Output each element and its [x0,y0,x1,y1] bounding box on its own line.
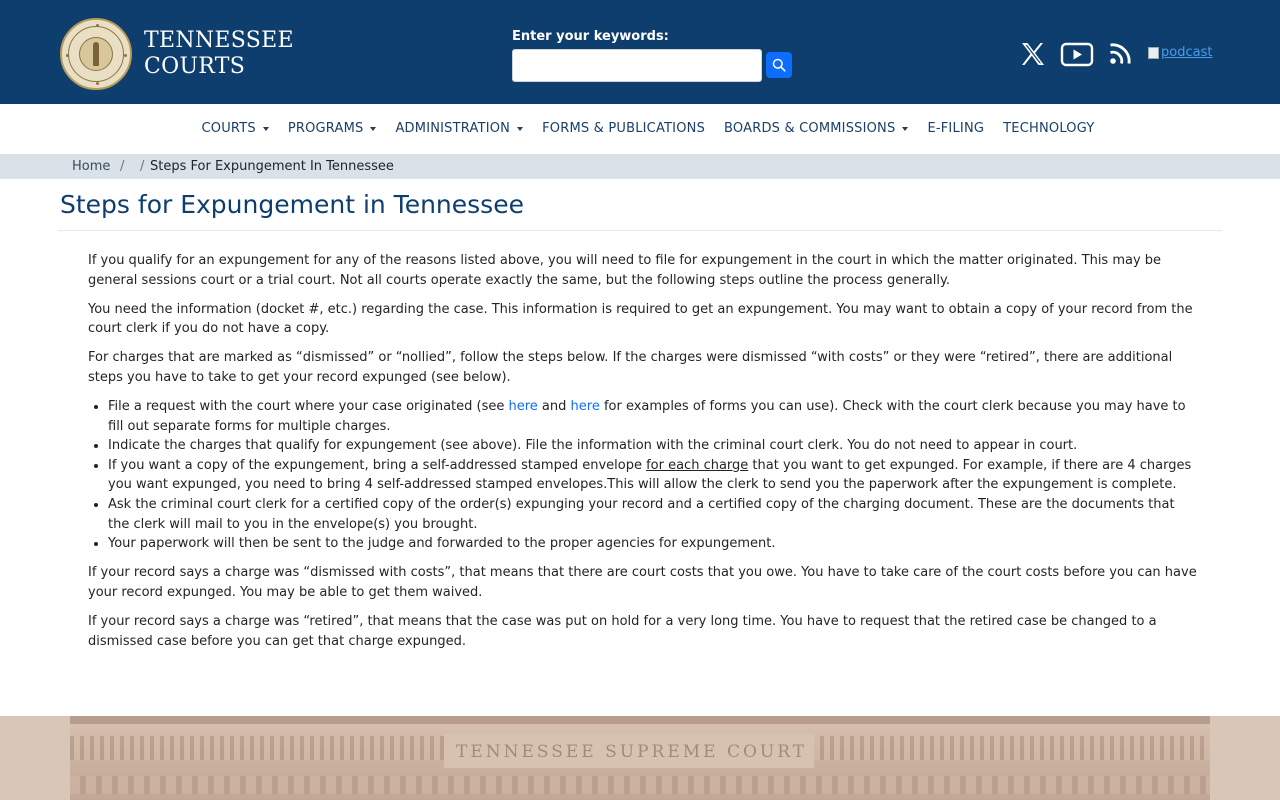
breadcrumb-separator: / [140,159,145,174]
rss-icon[interactable] [1108,40,1134,68]
brand-line-2: COURTS [144,54,246,79]
seal-dot [96,82,99,85]
seal-dot [66,54,69,57]
search-label: Enter your keywords: [512,29,669,44]
list-item: • Indicate the charges that qualify for expungement (see above). File the information with the criminal court clerk. You do not need to appear in court. [108,436,1198,456]
building-cornice [0,716,1280,724]
nav-label: ADMINISTRATION [395,121,511,136]
caret-down-icon [902,127,908,131]
search-button[interactable] [766,52,792,78]
list-item: • Ask the criminal court clerk for a certified copy of the order(s) expunging your record and a certified copy of the charging document. These are the documents that the clerk will mail to you in the envelope(s) you brought. [108,495,1198,534]
nav-label: PROGRAMS [287,121,364,136]
nav-item-boards-commissions[interactable] [724,121,908,136]
list-item [108,397,1198,436]
page-title: Steps for Expungement in Tennessee [60,190,524,219]
caret-down-icon [517,127,523,131]
step-text: and [537,399,571,415]
steps-list [108,397,1198,554]
nav-item-courts[interactable] [202,121,269,136]
step-text: If you want a copy of the expungement, bring a self-addressed stamped envelope [108,457,647,473]
breadcrumb-separator: / [120,159,125,174]
nav-item-programs[interactable] [288,121,377,136]
youtube-icon[interactable] [1060,40,1094,68]
nav-label: TECHNOLOGY [1003,121,1095,136]
paragraph-intro: If you qualify for an expungement for any of the reasons listed above, you will need to file for expungement in the court in which the matter originated. This may be general sessions court or a trial court. Not all courts operate exactly the same, but the following steps outline the process generally. [88,253,1162,288]
site-header [0,0,1280,104]
nav-item-e-filing[interactable] [927,121,984,136]
list-item [108,456,1198,495]
breadcrumb-current: Steps For Expungement In Tennessee [150,159,394,174]
seal-dot [96,24,99,27]
building-pillar [0,716,70,800]
paragraph-info: You need the information (docket #, etc.) regarding the case. This information is required to get an expungement. You may want to obtain a copy of your record from the court clerk if you do not have a copy. [88,301,1193,337]
seal-figure [93,42,99,66]
nav-item-forms-publications[interactable] [542,121,705,136]
seal-dot [124,54,127,57]
caret-down-icon [263,127,269,131]
podcast-link[interactable] [1148,45,1212,60]
nav-label: E-FILING [927,121,985,136]
search-input[interactable] [512,49,762,82]
forms-link-2[interactable]: here [570,399,600,415]
building-pillar [1210,716,1280,800]
x-icon[interactable] [1020,40,1046,68]
nav-label: COURTS [201,121,256,136]
supreme-court-building-image [0,716,1280,800]
caret-down-icon [370,127,376,131]
underlined-text: for each charge [646,457,749,473]
breadcrumb-home[interactable]: Home [72,159,111,174]
brand-name[interactable] [144,28,294,80]
building-frieze-lower [0,776,1280,794]
brand-line-1: TENNESSEE [144,28,294,53]
forms-link-1[interactable]: here [508,399,538,415]
step-text: File a request with the court where your case originated (see [108,399,509,415]
breadcrumb [0,154,1280,179]
seal-logo[interactable] [60,18,132,90]
main-nav [0,104,1280,154]
nav-list [192,121,1104,136]
broken-image-icon [1148,47,1159,59]
title-divider [58,230,1222,231]
paragraph-charges: For charges that are marked as “dismissed” or “nollied”, follow the steps below. If the charges were dismissed “with costs” or they were “retired”, there are additional steps you have to take to get your record expunged (see below). [88,350,1173,385]
paragraph-dismissed-costs: If your record says a charge was “dismissed with costs”, that means that there are court costs that you owe. You have to take care of the court costs before you can have your record expunged. You may be able to get them waived. [88,565,1197,600]
paragraph-retired: If your record says a charge was “retired”, that means that the case was put on hold for a very long time. You have to request that the retired case be changed to a dismissed case before you can get that charge expunged. [88,614,1157,649]
step-text: for examples of forms you can use). Check with the court clerk because you may have to fill out separate forms for multiple charges. [108,399,1186,434]
step-text: that you want to get expunged. For example, if there are 4 charges you want expunged, you need to bring 4 self-addressed stamped envelopes.This will allow the clerk to send you the paperwork after the expungement is complete. [108,457,1192,493]
nav-item-technology[interactable] [1003,121,1094,136]
nav-label: FORMS & PUBLICATIONS [542,121,706,136]
building-inscription: TENNESSEE SUPREME COURT [456,742,808,762]
podcast-alt-text: podcast [1161,45,1213,60]
list-item: • Your paperwork will then be sent to the judge and forwarded to the proper agencies for expungement. [108,534,1198,554]
nav-item-administration[interactable] [395,121,523,136]
main-content [88,251,1198,661]
nav-label: BOARDS & COMMISSIONS [724,121,896,136]
search-icon [772,58,786,72]
